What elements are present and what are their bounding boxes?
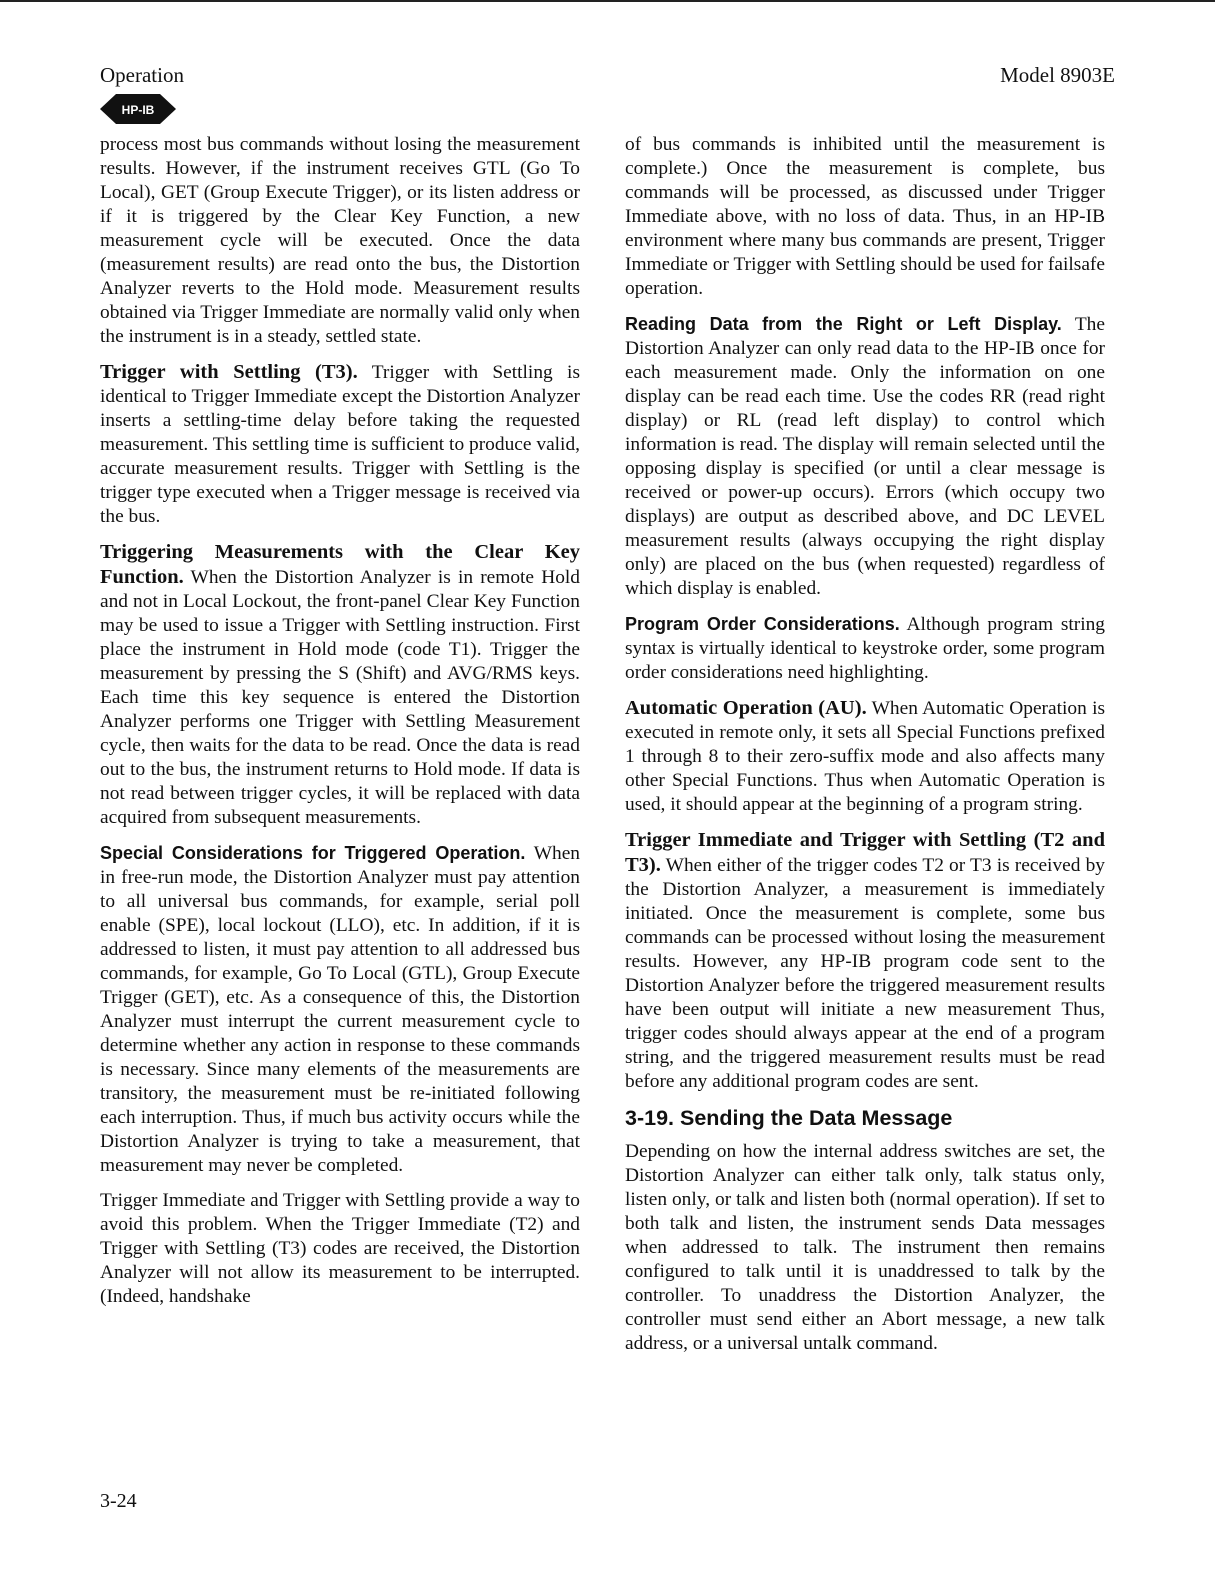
run-in-heading: Trigger with Settling (T3). xyxy=(100,361,358,383)
top-rule xyxy=(0,0,1215,2)
paragraph-text: of bus commands is inhibited until the measurement is complete.) Once the measurement is complete, bus commands will be processed, as discussed under Trigger Immediate above, with no loss of data. Thus, in an HP-IB environment where many bus commands are present, Trigger Immediate or Trigger with Settling should be used for failsafe operation. xyxy=(625,134,1105,299)
paragraph xyxy=(625,828,1105,1094)
run-in-heading: Program Order Considerations. xyxy=(625,614,900,634)
paragraph-text: When in free-run mode, the Distortion Analyzer must pay attention to all universal bus commands, for example, serial poll enable (SPE), local lockout (LLO), etc. In addition, if it is addressed to listen, it must pay attention to all addressed bus commands, for example, Go To Local (GTL), Group Execute Trigger (GET), etc. As a consequence of this, the Distortion Analyzer must interrupt the current measurement cycle to determine whether any action in response to these commands is necessary. Since many elements of the measurements are transitory, the measurement must be re-initiated following each interruption. Thus, if much bus activity occurs while the Distortion Analyzer is trying to take a measurement, that measurement may never be completed. xyxy=(100,843,580,1176)
paragraph xyxy=(100,360,580,529)
header-section: Operation xyxy=(100,63,184,87)
paragraph-text: Depending on how the internal address switches are set, the Distortion Analyzer can either talk only, talk status only, listen only, or talk and listen both (normal operation). If set to both talk and listen, the instrument sends Data messages when addressed to talk. The instrument then remains configured to talk until it is unaddressed to talk by the controller. To unaddress the Distortion Analyzer, the controller must send either an Abort message, a new talk address, or a universal untalk command. xyxy=(625,1141,1105,1354)
paragraph xyxy=(625,612,1105,685)
left-column xyxy=(100,133,580,1320)
paragraph xyxy=(625,133,1105,301)
header-model: Model 8903E xyxy=(1000,63,1115,87)
section-heading: 3-19. Sending the Data Message xyxy=(625,1106,953,1130)
hp-ib-badge-label: HP-IB xyxy=(121,103,155,117)
paragraph-text: When the Distortion Analyzer is in remote Hold and not in Local Lockout, the front-panel Clear Key Function may be used to issue a Trigger with Settling instruction. First place the instrument in Hold mode (code T1). Trigger the measurement by pressing the S (Shift) and AVG/RMS keys. Each time this key sequence is entered the Distortion Analyzer performs one Trigger with Settling Measurement cycle, then waits for the data to be read. Once the data is read out to the bus, the instrument returns to Hold mode. If data is not read between trigger cycles, it will be replaced with data acquired from subsequent measurements. xyxy=(100,567,580,828)
paragraph xyxy=(100,841,580,1178)
paragraph xyxy=(625,1140,1105,1356)
run-in-heading: Trigger Immediate and Trigger with Settling (T2 and T3). xyxy=(625,829,1105,876)
run-in-heading: Special Considerations for Triggered Operation. xyxy=(100,843,526,863)
run-in-heading: Automatic Operation (AU). xyxy=(625,697,867,719)
paragraph xyxy=(625,696,1105,817)
paragraph-text: process most bus commands without losing the measurement results. However, if the instrument receives GTL (Go To Local), GET (Group Execute Trigger), or its listen address or if it is triggered by the Clear Key Function, a new measurement cycle will be executed. Once the data (measurement results) are read onto the bus, the Distortion Analyzer reverts to the Hold mode. Measurement results obtained via Trigger Immediate are normally valid only when the instrument is in a steady, settled state. xyxy=(100,134,580,347)
run-in-heading: Triggering Measurements with the Clear Key Function. xyxy=(100,541,580,588)
paragraph xyxy=(100,540,580,830)
right-column xyxy=(625,133,1105,1367)
paragraph xyxy=(625,312,1105,601)
run-in-heading: Reading Data from the Right or Left Display. xyxy=(625,314,1062,334)
paragraph-text: Trigger with Settling is identical to Trigger Immediate except the Distortion Analyzer inserts a settling-time delay before taking the requested measurement. This settling time is sufficient to produce valid, accurate measurement results. Trigger with Settling is the trigger type executed when a Trigger message is received via the bus. xyxy=(100,362,580,527)
paragraph-text: Although program string syntax is virtually identical to keystroke order, some program order considerations need highlighting. xyxy=(625,614,1106,683)
paragraph-text: When Automatic Operation is executed in remote only, it sets all Special Functions prefixed 1 through 8 to their zero-suffix mode and also affects many other Special Functions. Thus when Automatic Operation is used, it should appear at the beginning of a program string. xyxy=(625,698,1105,815)
paragraph-text: When either of the trigger codes T2 or T3 is received by the Distortion Analyzer, a measurement is immediately initiated. Once the measurement is complete, some bus commands can be processed without losing the measurement results. However, any HP-IB program code sent to the Distortion Analyzer before the triggered measurement results have been output will initiate a new measurement Thus, trigger codes should always appear at the end of a program string, and the triggered measurement results must be read before any additional program codes are sent. xyxy=(625,855,1105,1092)
paragraph-text: Trigger Immediate and Trigger with Settling provide a way to avoid this problem. When the Trigger Immediate (T2) and Trigger with Settling (T3) codes are received, the Distortion Analyzer will not allow its measurement to be interrupted. (Indeed, handshake xyxy=(100,1190,580,1307)
paragraph xyxy=(100,1189,580,1309)
hp-ib-badge xyxy=(100,94,176,124)
paragraph-text: The Distortion Analyzer can only read data to the HP-IB once for each measurement made. Only the information on one display can be read each time. Use the codes RR (read right display) or RL (read left display) to control which information is read. The display will remain selected until the opposing display is specified (or until a clear message is received or power-up occurs). Errors (which occupy two displays) are output as described above, and DC LEVEL measurement results (always occupying the right display only) are placed on the bus (when requested) regardless of which display is enabled. xyxy=(625,314,1105,599)
page-number: 3-24 xyxy=(100,1490,137,1512)
paragraph xyxy=(100,133,580,349)
